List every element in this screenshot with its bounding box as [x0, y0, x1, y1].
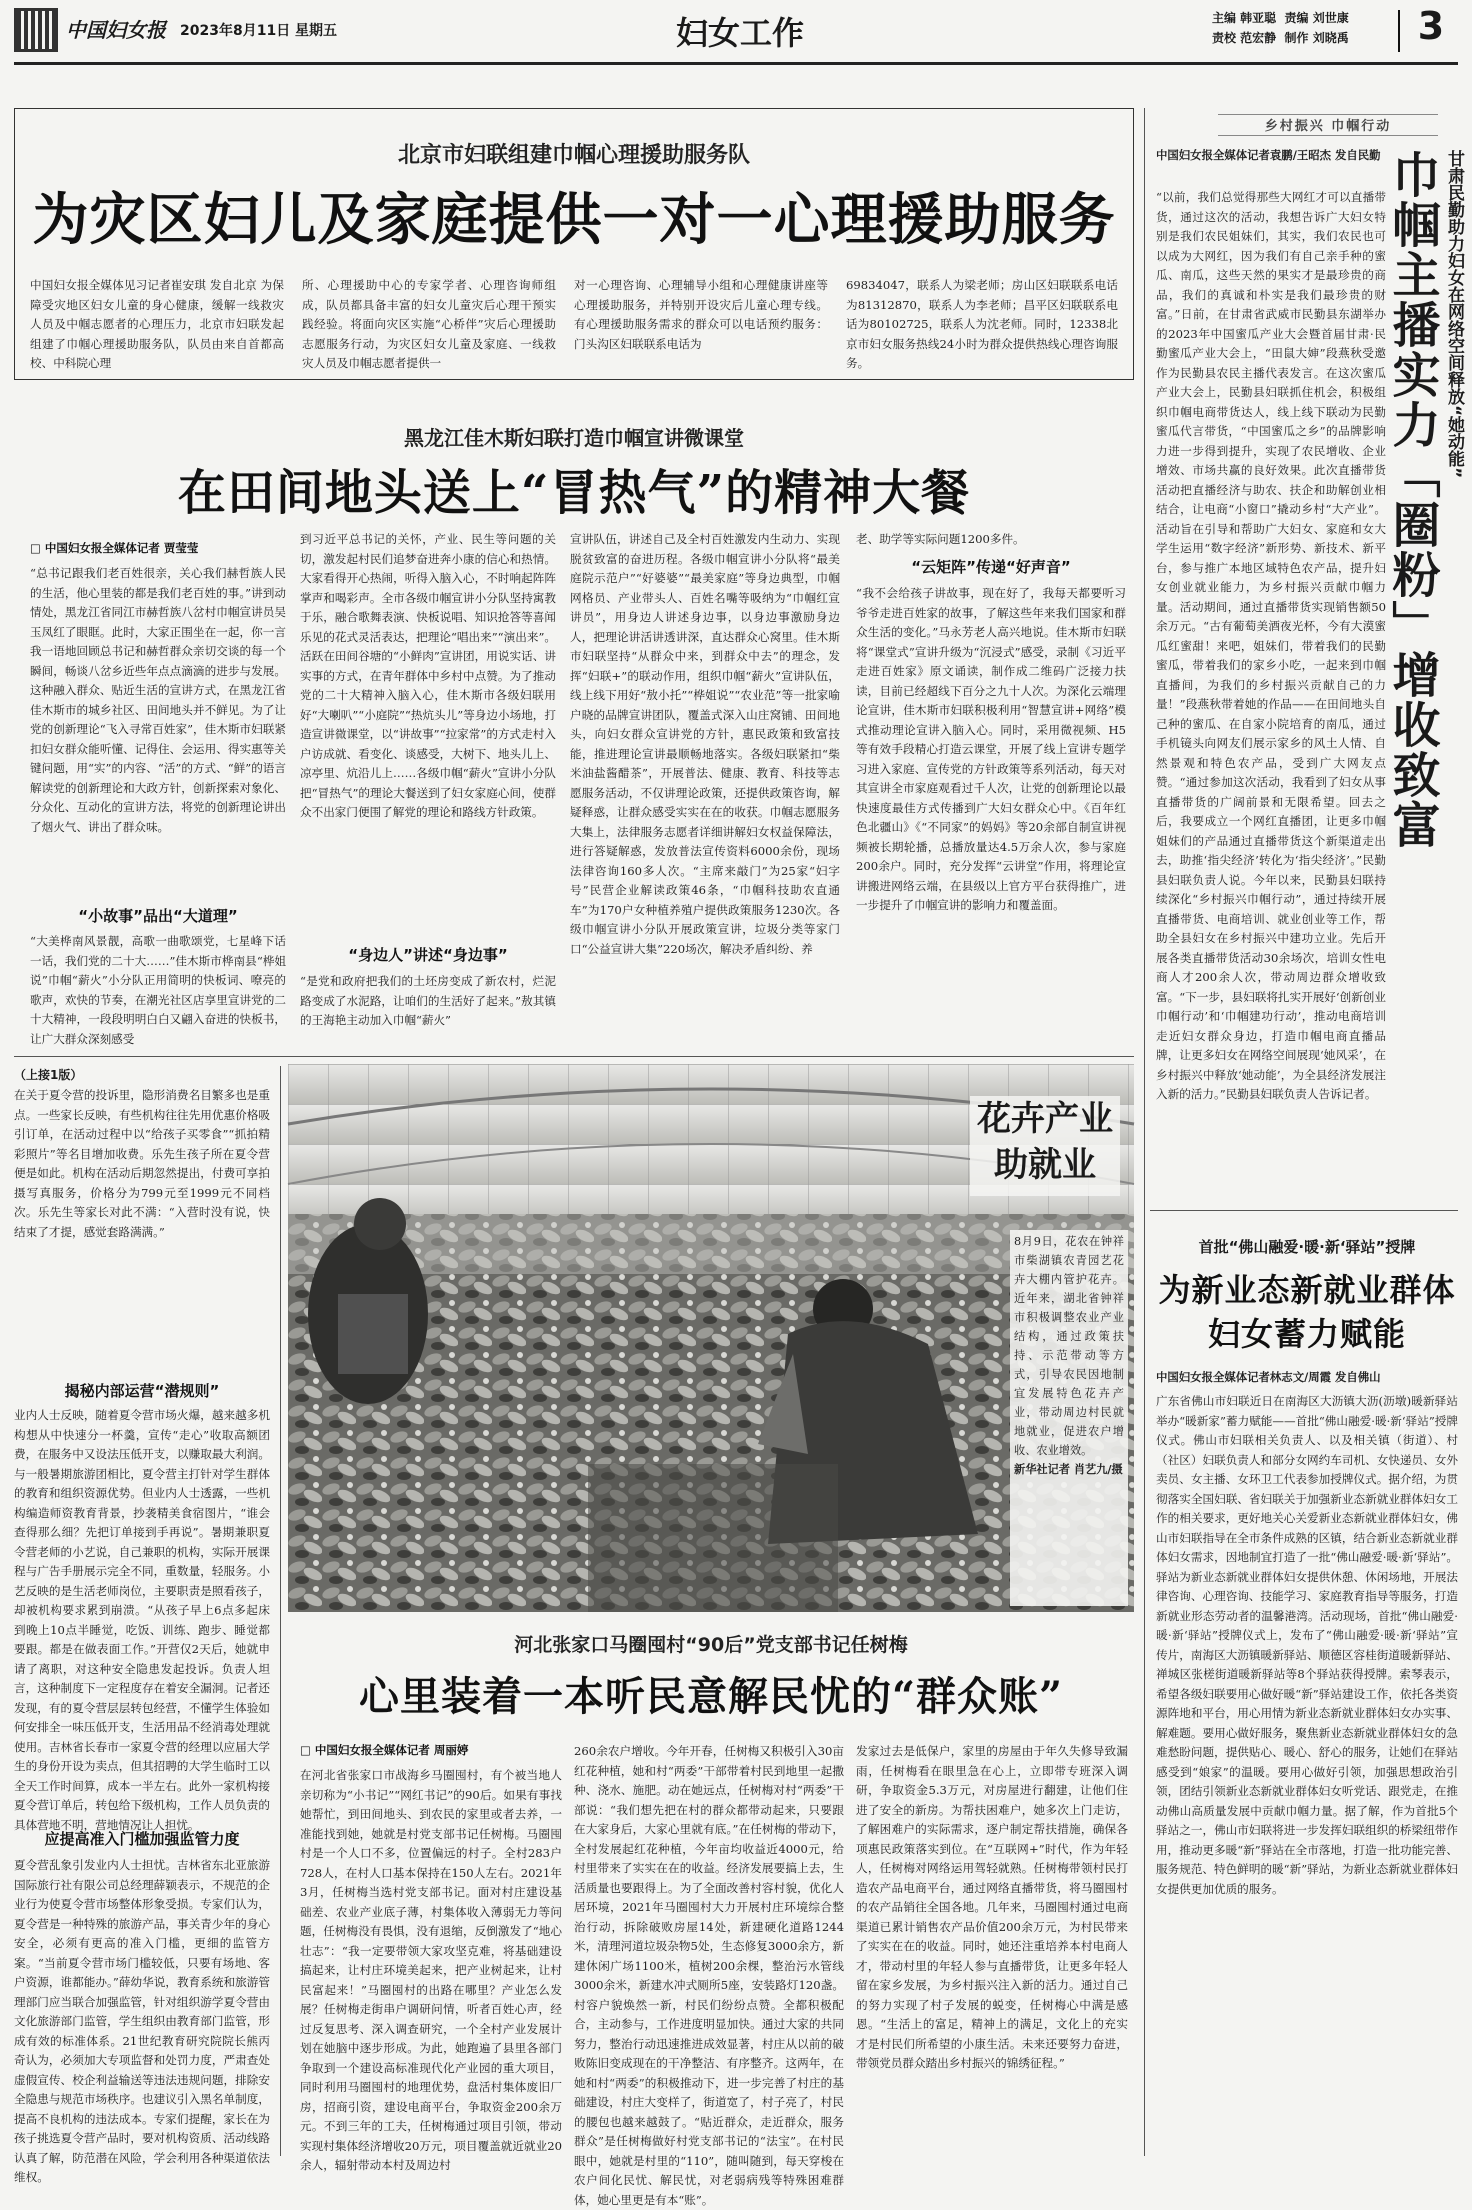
article-mid-kicker: 黑龙江佳木斯妇联打造巾帼宣讲微课堂 — [404, 426, 744, 450]
article-top-headline: 为灾区妇儿及家庭提供一对一心理援助服务 — [32, 187, 1116, 253]
continuation-text-2: 业内人士反映，随着夏令营市场火爆，越来越多机构想从中快速分一杯羹，宣传“走心”收取高额团费，在服务中又设法压低开支，以赚取最大利润。与一般暑期旅游团相比，夏令营主打针对学生群体的教育和组织资源优势。但业内人士透露，一些机构编造师资教育背景，抄袭精美食宿图片，“谁会查得那么细？先把订单接到手再说”。暑期兼职夏令营老师的小艺说，自己兼职的机构，实际开展课程与广告手册展示完全不同，重数量，轻服务。小艺反映的是生活老师岗位，主要职责是照看孩子，却被机构要求累到崩溃。“从孩子早上6点多起床到晚上10点半睡觉，吃饭、训练、跑步、睡觉都要跟。都是在做表面工作。”开营仅2天后，她就申请了离职，对这种安全隐患发起投诉。负责人坦言，这种制度下一定程度存在着安全漏洞。记者还发现，有的夏令营层层转包经营，不懂学生体验如何安排全一味压低开支，生活用品不经消毒处理就使用。吉林省长春市一家夏令营的经理以应届大学生的身份开设为卖点，但其招聘的大学生临时工以全天工作时间算，成本一半左右。此外一家机构接夏令营订单后，转包给下级机构，工作人员负责的具体营地不明，营地情况让人担忧。 — [14, 1408, 270, 1832]
sidebar-headline: 巾帼主播实力「圈粉」增收致富 — [1384, 150, 1440, 850]
article-mid-col-4: 老、助学等实际问题1200多件。 — [856, 532, 1025, 546]
right-bottom-kicker: 首批“佛山融爱·暖·新‘驿站”授牌 — [1198, 1238, 1416, 1256]
article-mid-subhead-1: “小故事”品出“大道理” — [78, 907, 238, 925]
qr-code-icon — [14, 8, 58, 52]
article-mid-col-2: 到习近平总书记的关怀，产业、民生等问题的关切，激发起村民们追梦奋进奔小康的信心和热情。大家看得开心热闹，听得入脑入心，不时响起阵阵掌声和喝彩声。全市各级巾帼宣讲小分队坚持寓教于乐，融合歌舞表演、快板说唱、知识抢答等喜闻乐见的花式灵活表达，把理论“唱出来”“演出来”。活跃在田间谷塘的“小鲜肉”宣讲团，用说实话、讲实事的方式，在青年群体中乡村中点赞。为了推动党的二十大精神入脑入心，佳木斯市各级妇联用好“大喇叭”“小庭院”“热炕头儿”等身边小场地，打造宣讲微课堂，以“讲故事”“拉家常”的方式走村入户访成就、看变化、谈感受，大树下、地头儿上、凉亭里、炕沿儿上……各级巾帼“薪火”宣讲小分队把“冒热气”的理论大餐送到了妇女家庭心间，使群众不出家门便围了解党的理论和路线方针政策。 — [300, 532, 556, 819]
right-bottom-headline: 为新业态新就业群体妇女蓄力赋能 — [1158, 1271, 1456, 1353]
article-top-kicker: 北京市妇联组建巾帼心理援助服务队 — [397, 143, 750, 168]
date-line: 2023年8月11日 星期五 — [180, 23, 338, 39]
article-mid-col-2b: “是党和政府把我们的土坯房变成了新农村，烂泥路变成了水泥路，让咱们的生活好了起来。”敖其镇的王海艳主动加入巾帼“薪火” — [300, 974, 556, 1027]
page-number: 3 — [1417, 4, 1445, 48]
sidebar-kicker: 甘肃民勤助力妇女在网络空间释放“她动能” — [1444, 150, 1464, 479]
right-bottom-text: 广东省佛山市妇联近日在南海区大沥镇大沥(沥墩)暖新驿站举办“暖新家”蓄力赋能——首批“佛山融爱·暖·新‘驿站”授牌仪式。佛山市妇联相关负责人、以及相关镇（街道）、村（社区）妇联负责人和部分女网约车司机、女快递员、女外卖员、女主播、女环卫工代表参加授牌仪式。据介绍，为贯彻落实全国妇联、省妇联关于加强新业态新就业群体妇女工作的相关要求，更好地关心关爱新业态新就业群体妇女，佛山市妇联指导在全市条件成熟的区镇，结合新业态新就业群体妇女需求，因地制宜打造了一批“佛山融爱·暖·新‘驿站”。驿站为新业态新就业群体妇女提供休憩、休闲场地，开展法律咨询、心理咨询、技能学习、家庭教育指导等服务，打造新就业形态劳动者的温馨港湾。活动现场，首批“佛山融爱·暖·新‘驿站”授牌仪式上，发布了“佛山融爱·暖·新‘驿站”宣传片，南海区大沥镇暖新驿站、顺德区容桂街道暖新驿站、禅城区张槎街道暖新驿站等8个驿站获得授牌。索琴表示，希望各级妇联要用心做好暖“新”驿站建设工作，依托各类资源阵地和平台，用心用情为新业态新就业群体妇女办实事、解难题。要用心做好服务，聚焦新业态新就业群体妇女的急难愁盼问题，提供贴心、暖心、舒心的服务，让她们在驿站感受到“娘家”的温暖。要用心做好引领，加强思想政治引领，团结引领新业态新就业群体妇女听党话、跟党走，在推动佛山高质量发展中贡献巾帼力量。据了解，作为首批5个驿站之一，佛山市妇联将进一步发挥妇联组织的桥梁纽带作用，推动更多暖“新”驿站在全市落地，打造一批功能完善、服务规范、特色鲜明的暖“新”驿站，为新业态新就业群体妇女提供更加优质的服务。 — [1156, 1394, 1458, 1896]
continuation-text-3: 夏令营乱象引发业内人士担忧。吉林省东北亚旅游国际旅行社有限公司总经理薛颖表示，不规范的企业行为使夏令营市场整体形象受损。专家们认为，夏令营是一种特殊的旅游产品，事关青少年的身心安全，必须有更高的准入门槛，更细的监管方案。“当前夏令营市场门槛较低，只要有场地、客户资源，谁都能办。”薛幼华说，教育系统和旅游管理部门应当联合加强监管，针对组织游学夏令营由文化旅游部门监管，学生组织由教育部门监管，形成有效的标准体系。21世纪教育研究院院长熊丙奇认为，必须加大专项监督和处罚力度，严肃查处虚假宣传、校企利益输送等违法违规问题，排除安全隐患与规范市场秩序。也建议引入黑名单制度，提高不良机构的违法成本。专家们提醒，家长在为孩子挑选夏令营产品时，要对机构资质、活动线路认真了解，防范潜在风险，学会利用各种渠道依法维权。 — [14, 1858, 270, 2184]
article-bottom-col-3: 发家过去是低保户，家里的房屋由于年久失修导致漏雨，任树梅看在眼里急在心上，立即带专班深入调研，争取资金5.3万元，对房屋进行翻建，让他们住进了安全的新房。为帮扶困难户，她多次上门走访，了解困难户的实际需求，逐户制定帮扶措施，确保各项惠民政策落实到位。在“互联网+”时代，作为年轻人，任树梅对网络运用驾轻就熟。任树梅带领村民打造农产品电商平台，通过网络直播带货，将马圈囤村的农产品销往全国各地。几年来，马圈囤村通过电商渠道已累计销售农产品价值200余万元，为村民带来了实实在在的收益。同时，她还注重培养本村电商人才，带动村里的年轻人参与直播带货，让更多年轻人留在家乡发展，为乡村振兴注入新的活力。通过自己的努力实现了村子发展的蜕变，任树梅心中满是感恩。“生活上的富足，精神上的满足，文化上的充实才是村民们所希望的小康生活。未来还要努力奋进，带领党员群众踏出乡村振兴的锦绣征程。” — [856, 1744, 1128, 2070]
article-mid-col-1b: “大美桦南风景靓，高歌一曲歌颂党，七星峰下话一话，我们党的二十大……”佳木斯市桦南县“桦姐说”巾帼“薪火”小分队正用简明的快板词、嘹亮的歌声，欢快的节奏，在潮光社区店享里宣讲党的二十大精神，一段段明明白白又翩入奋进的快板书，让广大群众深刻感受 — [30, 934, 286, 1046]
sidebar-column-label: 乡村振兴 巾帼行动 — [1218, 114, 1438, 136]
continuation-divider — [280, 1066, 281, 2156]
masthead-rule — [14, 62, 1458, 65]
article-top-col-4: 69834047，联系人为梁老师；房山区妇联联系电话为81312870，联系人为李老师；昌平区妇联联系电话为80102725，联系人为沈老师。同时，12338北京市妇女服务热线24小时为群众提供热线心理咨询服务。 — [846, 278, 1118, 370]
article-mid-byline: □ 中国妇女报全媒体记者 贾莹莹 — [30, 541, 199, 555]
article-bottom-headline: 心里装着一本听民意解民忧的“群众账” — [358, 1673, 1063, 1720]
continuation-subhead-2: 应提高准入门槛加强监管力度 — [44, 1830, 240, 1848]
article-top-col-1: 中国妇女报全媒体见习记者崔安琪 发自北京 为保障受灾地区妇女儿童的身心健康，缓解一线救灾人员及中帼志愿者的心理压力，北京市妇联发起组建了巾帼心理援助服务队，队员由来自首都高校、中科院心理 — [30, 278, 284, 370]
paper-name: 中国妇女报 — [66, 18, 166, 42]
sidebar-text: “以前，我们总觉得那些大网红才可以直播带货，通过这次的活动，我想告诉广大妇女特别是我们农民姐妹们，其实，我们农民也可以成为大网红，因为我们有自己亲手种的蜜瓜、南瓜，这些天然的果实才是最珍贵的商品，我们的真诚和朴实是我们最珍贵的财富。”日前，在甘肃省武威市民勤县东湖举办的2023年中国蜜瓜产业大会暨首届甘肃·民勤蜜瓜产业大会上，“田鼠大婶”段燕秋受邀作为民勤县农民主播代表发言。在这次蜜瓜产业大会上，民勤县妇联抓住机会，积极组织巾帼电商带货达人，线上线下联动为民勤蜜瓜代言带货，“中国蜜瓜之乡”的品牌影响力进一步得到提升，实现了农民增收、企业增效、市场共赢的良好效果。此次直播带货活动把直播经济与助农、扶企和助解创业相结合，让电商“小窗口”撬动乡村“大产业”。活动旨在引导和帮助广大妇女、家庭和女大学生运用“数字经济”新形势、新技术、新平台，参与推广本地区域特色农产品，提升妇女创业就业能力，为乡村振兴贡献巾帼力量。活动期间，通过直播带货实现销售额50余万元。“古有葡萄美酒夜光杯，今有大漠蜜瓜红蜜甜！来吧，姐妹们，带着我们的民勤蜜瓜，带着我们的家乡小吃，一起来到巾帼直播间，为我们的乡村振兴贡献自己的力量！”段燕秋带着她的作品——在田间地头自己种的蜜瓜、在自家小院培育的南瓜，通过手机镜头向网友们展示家乡的风土人情、自然景观和特色农产品，受到广大网友点赞。“通过参加这次活动，我看到了妇女从事直播带货的广阔前景和无限希望。回去之后，我要成立一个网红直播团，让更多巾帼姐妹们的产品通过直播带货这个新渠道走出去，助推‘指尖经济’转化为‘指尖经济’。”民勤县妇联负责人说。今年以来，民勤县妇联持续深化“乡村振兴巾帼行动”，通过持续开展直播带货、电商培训、就业创业等工作，帮助全县妇女在乡村振兴中建功立业。先后开展各类直播带货活动30余场次，培训女性电商人才200余人次，带动周边群众增收致富。“下一步，县妇联将扎实开展好‘创新创业巾帼行动’和‘巾帼建功行动’，推动电商培训走近妇女群众身边，打造巾帼电商直播品牌，让更多妇女在网络空间展现‘她风采’，在乡村振兴中释放‘她动能’，为全县经济发展注入新的活力。”民勤县妇联负责人告诉记者。 — [1156, 190, 1386, 1101]
masthead — [0, 0, 1472, 62]
article-bottom-col-1: 在河北省张家口市战海乡马圈囤村，有个被当地人亲切称为“小书记”“网红书记”的90后。如果有事找她帮忙，到田间地头、到农民的家里或者去养，一准能找到她，她就是村党支部书记任树梅。马圈囤村是一个人口不多，位置偏远的村子。全村283户728人，在村人口基本保持在150人左右。2021年3月，任树梅当选村党支部书记。面对村庄建设基础差、农业产业底子薄，村集体收入薄弱无力等问题，任树梅没有畏惧，没有退缩，反倒激发了“地心壮志”：“我一定要带领大家攻坚克难，将基础建设搞起来，让村庄环境美起来，把产业树起来，让村民富起来！”马圈囤村的出路在哪里？产业怎么发展？任树梅走街串户调研问情，听者百姓心声，经过反复思考、深入调查研究，一个全村产业发展计划在她脑中逐步形成。为此，她跑遍了县里各部门争取到一个建设高标准现代化产业园的重大项目，同时利用马圈囤村的地理优势，盘活村集体废旧厂房，招商引资，建设电商平台，争取资金200余万元。不到三年的工夫，任树梅通过项目引领，带动实现村集体经济增收20万元，项目覆盖就近就业20余人，辐射带动本村及周边村 — [300, 1768, 562, 2172]
article-mid-col-1: “总书记跟我们老百姓很亲，关心我们赫哲族人民的生活，他心里装的都是我们老百姓的事。”讲到动情处，黑龙江省同江市赫哲族八岔村巾帼宣讲员吴玉凤红了眼眶。此时，大家正围坐在一起，你一言我一语地回顾总书记和赫哲群众亲切交谈的每一个瞬间，畅谈八岔乡近些年点点滴滴的进步与发展。这种融入群众、贴近生活的宣讲方式，在黑龙江省佳木斯市的城乡社区、田间地头并不鲜见。为了让党的创新理论“飞入寻常百姓家”，佳木斯市妇联紧扣妇女群众能听懂、记得住、会运用、得实惠等关键问题，用“实”的内容、“活”的方式、“鲜”的语言解读党的创新理论和大政方针，创新探索对象化、分众化、互动化的宣讲方法，将党的创新理论讲出了烟火气、讲出了群众味。 — [30, 566, 286, 834]
continuation-subhead-1: 揭秘内部运营“潜规则” — [64, 1382, 220, 1400]
article-bottom-kicker: 河北张家口马圈囤村“90后”党支部书记任树梅 — [514, 1634, 908, 1656]
staff-credits: 主编 韩亚聪 责编 刘世康 责校 范宏静 制作 刘晓禹 — [1212, 11, 1349, 45]
photo-credit: 新华社记者 肖艺九/摄 — [1014, 1462, 1123, 1476]
masthead-divider — [1398, 10, 1400, 52]
photo-caption: 8月9日，花农在钟祥市柴湖镇农青园艺花卉大棚内管护花卉。近年来，湖北省钟祥市积极调整农业产业结构，通过政策扶持、示范带动等方式，引导农民因地制宜发展特色花卉产业，带动周边村民就地就业，促进农户增收、农业增效。 新华社记者 肖艺九/摄 — [1010, 1230, 1128, 1606]
mid-bottom-rule — [14, 1056, 1134, 1057]
section-title: 妇女工作 — [675, 14, 804, 52]
article-top-col-3: 对一心理咨询、心理辅导小组和心理健康讲座等心理援助服务，并特别开设灾后儿童心理专线。有心理援助服务需求的群众可以电话预约服务：门头沟区妇联联系电话为 — [574, 278, 828, 351]
sidebar-mid-rule — [1150, 1210, 1458, 1211]
continuation-label: （上接1版） — [14, 1068, 83, 1082]
sidebar-byline: 中国妇女报全媒体记者袁鹏/王昭杰 发自民勤 — [1156, 148, 1381, 162]
article-bottom-byline: □ 中国妇女报全媒体记者 周丽婷 — [300, 1743, 469, 1757]
article-mid-headline: 在田间地头送上“冒热气”的精神大餐 — [177, 465, 971, 521]
article-top-col-2: 所、心理援助中心的专家学者、心理咨询师组成，队员都具备丰富的妇女儿童灾后心理干预实践经验。将面向灾区实施“心桥伴”灾后心理援助志愿服务行动，为灾区妇女儿童及家庭、一线救灾人员及巾帼志愿者提供一 — [302, 278, 556, 370]
article-bottom-col-2: 260余农户增收。今年开春，任树梅又积极引入30亩红花种植，她和村“两委”干部带着村民到地里一起撒种、浇水、施肥。动在她远点，任树梅对村“两委”干部说：“我们想先把在村的群众都带动起来，只要跟在大家身后，大家心里就有底。”在任树梅的带动下，全村发展起红花种植，今年亩均收益近4000元，给村里带来了实实在在的收益。经济发展要搞上去，生活质量也要跟得上。为了全面改善村容村貌，优化人居环境，2021年马圈囤村大力开展村庄环境综合整治行动，拆除破败房屋14处，新建硬化道路1244米，清理河道垃圾杂物5处，生态修复3000余方，新建休闲广场1100米，植树200余棵，整治污水管线3000余米，新建水冲式厕所5座，安装路灯120盏。村容户貌焕然一新，村民们纷纷点赞。全都积极配合，主动参与，工作进度明显加快。通过大家的共同努力，整治行动迅速推进成效显著，村庄从以前的破败陈旧变成现在的干净整洁、有序整齐。这两年，在她和村“两委”的积极推动下，进一步完善了村庄的基础建设，村庄大变样了，街道宽了，村子亮了，村民的腰包也越来越鼓了。“贴近群众，走近群众，服务群众”是任树梅做好村党支部书记的“法宝”。在村民眼中，她就是村里的“110”，随叫随到，每天穿梭在农户间化民忧、解民忧，对老弱病残等特殊困难群体，她心里更是有本“账”。 — [574, 1744, 844, 2207]
article-mid-subhead-3: “云矩阵”传递“好声音” — [911, 558, 1071, 576]
sidebar-divider — [1144, 108, 1145, 2156]
photo-headline: 花卉产业助就业 — [970, 1096, 1120, 1196]
continuation-text-1: 在关于夏令营的投诉里，隐形消费名目繁多也是重点。一些家长反映，有些机构往往先用优惠价格吸引订单，在活动过程中以“给孩子买零食”“抓拍精彩照片”等名目增加收费。乐先生孩子所在夏令营便是如此。机构在活动后期忽然提出，付费可享拍摄写真服务，价格分为799元至1999元不同档次。乐先生等家长对此不满：“入营时没有说，快结束了才提，感觉套路满满。” — [14, 1088, 270, 1239]
right-bottom-byline: 中国妇女报全媒体记者林志文/周霞 发自佛山 — [1156, 1370, 1381, 1384]
article-mid-col-3: 宣讲队伍，讲述自己及全村百姓激发内生动力、实现脱贫致富的奋进历程。各级巾帼宣讲小分队将“最美庭院示范户”“好婆婆”“最美家庭”等身边典型，巾帼网格员、产业带头人、百姓名嘴等吸纳为“巾帼红宣讲员”，用身边人讲述身边事，以身边事激励身边人，把理论讲活讲透讲深，直达群众心窝里。佳木斯市妇联坚持“从群众中来，到群众中去”的理念，发挥“妇联+”的联动作用，组织巾帼“薪火”宣讲队伍，线上线下用好“敖小托”“桦姐说”“农业范”等一批家喻户晓的品牌宣讲团队，覆盖式深入山庄窝铺、田间地头，向妇女群众宣讲党的方针，惠民政策和致富技能，推进理论宣讲最顺畅地落实。各级妇联紧扣“柴米油盐酱醋茶”，开展普法、健康、教育、科技等志愿服务活动，不仅讲理论政策，还提供政策咨询，解疑释惑，让群众感受实实在在的收获。巾帼志愿服务大集上，法律服务志愿者详细讲解妇女权益保障法，进行答疑解惑，发放普法宣传资料6000余份，现场法律咨询160多人次。“主席来敲门”为25家“妇字号”民营企业解读政策46条，“巾帼科技助农直通车”为170户女种植养殖户提供政策服务1230次。各级巾帼宣讲小分队开展政策宣讲，垃圾分类等家门口“公益宣讲大集”220场次，解决矛盾纠纷、养 — [570, 532, 840, 956]
article-mid-subhead-2: “身边人”讲述“身边事” — [348, 946, 508, 964]
article-mid-col-4b: “我不会给孩子讲故事，现在好了，我每天都要听习爷爷走进百姓家的故事，了解这些年来我们国家和群众生活的变化。”马永芳老人高兴地说。佳木斯市妇联将“课堂式”宣讲升级为“沉浸式”感受，录制《习近平走进百姓家》原文诵读，制作成二维码广泛接力扶读，目前已经超线下百分之九十人次。为深化云端理论宣讲，佳木斯市妇联积极利用“智慧宣讲+网络”模式推动理论宣讲入脑入心。同时，采用微视频、H5等有效手段精心打造云课堂，开展了线上宣讲专题学习进入家庭、宣传党的方针政策等系列活动，每天对其宣讲全市家庭观看过千人次，让党的创新理论以最快速度最佳方式传播到广大妇女群众心中。《百年红色北疆山》《“不同家”的妈妈》等20余部自制宣讲视频被长期轮播，总播放量达4.5万余人次，参与家庭200余户。同时，充分发挥“云讲堂”作用，将理论宣讲搬进网络云端，在县级以上官方平台获得推广，进一步提升了巾帼宣讲的影响力和覆盖面。 — [856, 586, 1126, 912]
